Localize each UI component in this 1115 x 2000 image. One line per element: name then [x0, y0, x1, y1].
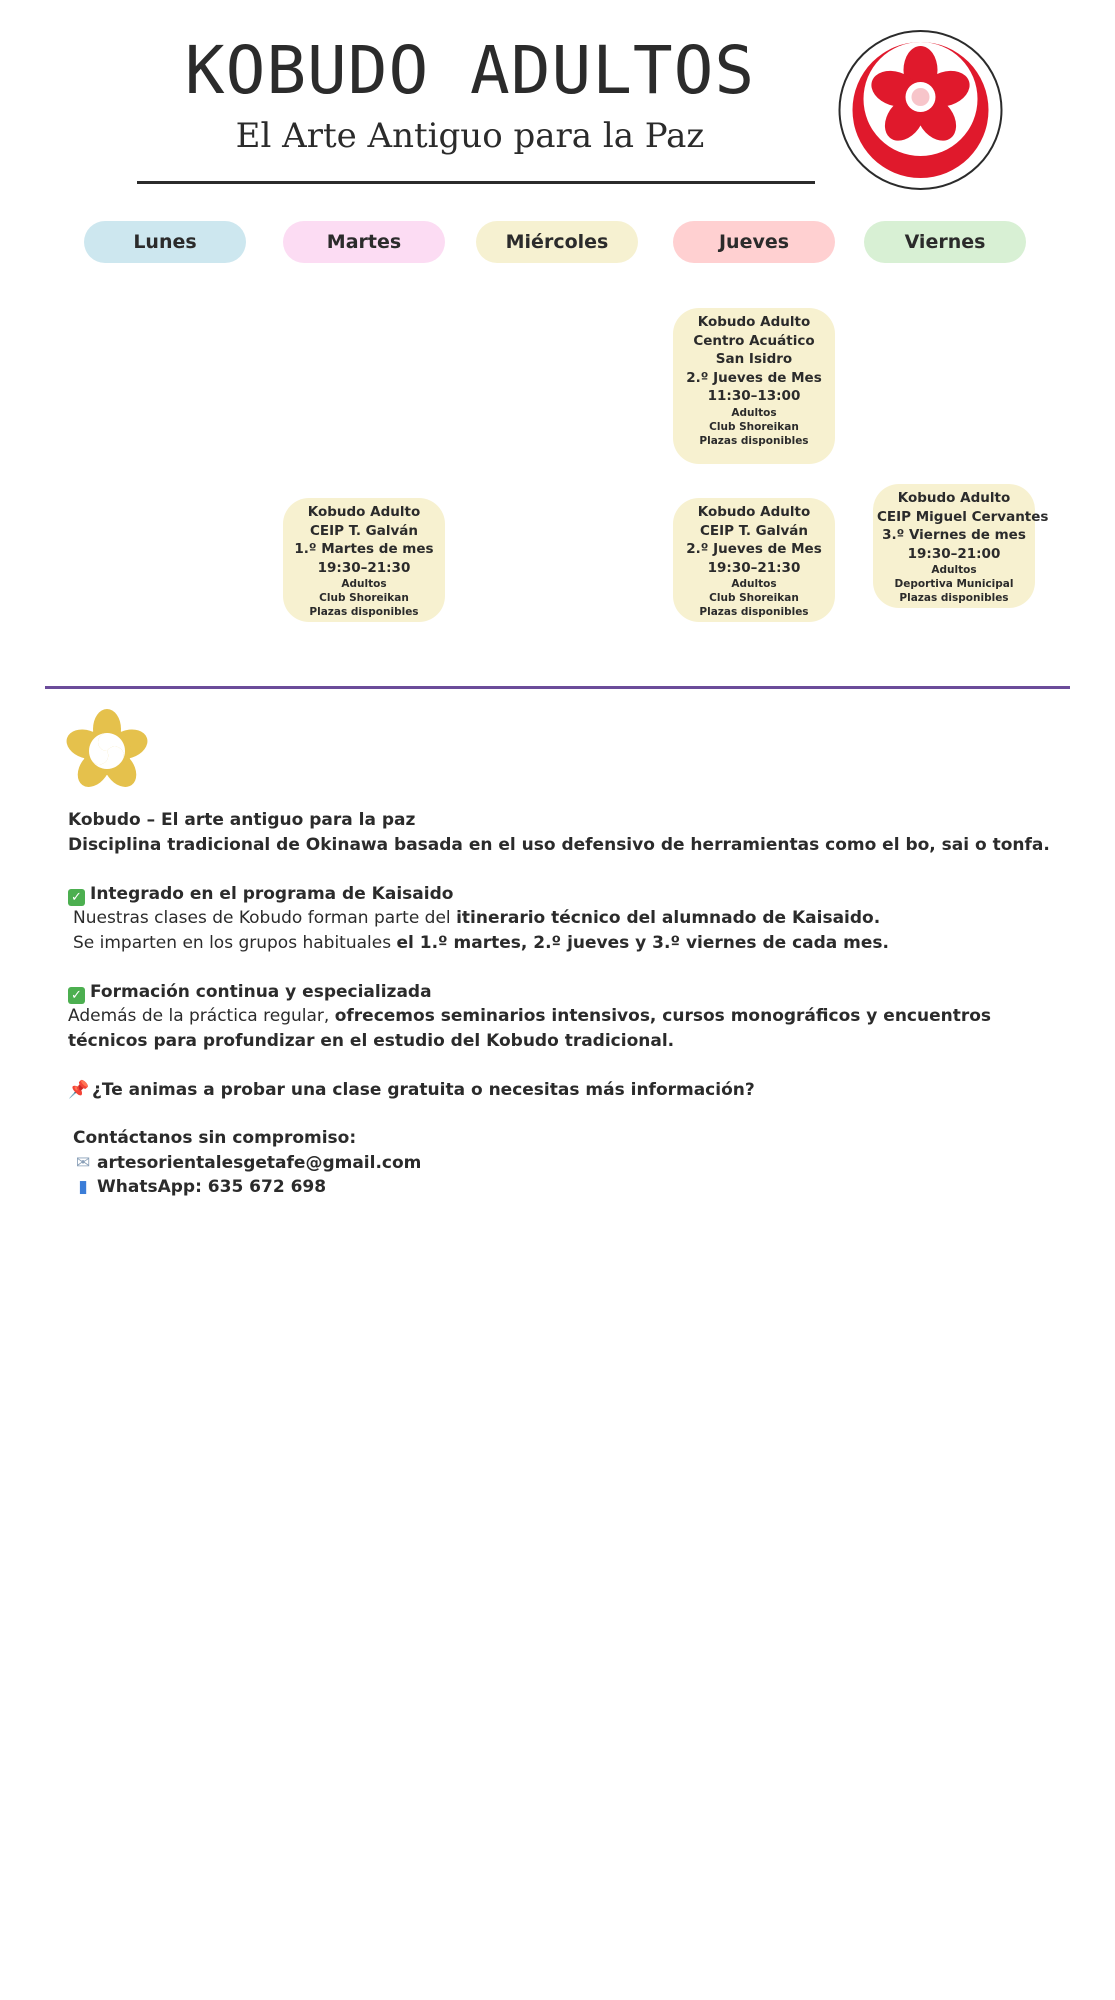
- class-status: Plazas disponibles: [699, 606, 809, 618]
- class-card-viernes-cervantes: [873, 484, 1049, 608]
- day-pill-jueves: Jueves: [673, 221, 835, 263]
- contact-whatsapp[interactable]: ▮ WhatsApp: 635 672 698: [68, 1175, 1068, 1200]
- class-level: Adultos: [731, 406, 777, 419]
- class-title: Kobudo Adulto: [897, 490, 1011, 506]
- day-pill-lunes: Lunes: [84, 221, 246, 263]
- section1-title: ✓ Integrado en el programa de Kaisaido: [68, 882, 1068, 907]
- class-title: Kobudo Adulto: [697, 504, 811, 520]
- title-underline: [137, 181, 815, 184]
- class-frequency: 3.º Viernes de mes: [882, 527, 1026, 543]
- class-level: Adultos: [731, 578, 777, 590]
- class-title: Kobudo Adulto: [697, 314, 811, 330]
- mobile-phone-icon: ▮: [78, 1177, 88, 1197]
- class-card-jueves-galvan: [673, 498, 835, 622]
- day-pill-viernes: Viernes: [864, 221, 1026, 263]
- page-title: KOBUDO ADULTOS: [184, 32, 756, 109]
- class-time: 11:30–13:00: [707, 388, 801, 404]
- class-level: Adultos: [341, 578, 387, 590]
- class-frequency: 2.º Jueves de Mes: [686, 541, 822, 557]
- class-status: Plazas disponibles: [899, 592, 1009, 604]
- class-venue: CEIP T. Galván: [309, 522, 419, 539]
- class-status: Plazas disponibles: [699, 434, 809, 447]
- class-frequency: 1.º Martes de mes: [294, 541, 434, 557]
- class-frequency: 2.º Jueves de Mes: [686, 369, 822, 386]
- info-section: [68, 808, 1068, 1200]
- class-club: Club Shoreikan: [709, 420, 799, 433]
- class-level: Adultos: [931, 564, 977, 576]
- class-status: Plazas disponibles: [309, 606, 419, 618]
- class-venue: CEIP T. Galván: [699, 522, 809, 539]
- day-pill-martes: Martes: [283, 221, 445, 263]
- info-description: Disciplina tradicional de Okinawa basada en el uso defensivo de herramientas como el bo, sai o tonfa.: [68, 834, 1050, 855]
- check-mark-icon: ✓: [68, 987, 85, 1004]
- section1-line2: Se imparten en los grupos habituales el 1.º martes, 2.º jueves y 3.º viernes de cada mes.: [73, 932, 890, 953]
- class-club: Club Shoreikan: [319, 592, 409, 604]
- class-venue-line2: San Isidro: [715, 351, 793, 367]
- page-subtitle: El Arte Antiguo para la Paz: [235, 116, 705, 156]
- class-club: Deportiva Municipal: [894, 578, 1014, 590]
- class-venue: Centro Acuático: [693, 332, 815, 349]
- class-title: Kobudo Adulto: [307, 504, 421, 520]
- section2-text: Además de la práctica regular, ofrecemos seminarios intensivos, cursos monográficos y encuentros técnicos para profundizar en el estudio del Kobudo tradicional.: [68, 1006, 992, 1051]
- envelope-icon: ✉: [75, 1152, 91, 1173]
- check-mark-icon: ✓: [68, 889, 85, 906]
- class-card-jueves-san-isidro: [673, 308, 835, 464]
- section1-line1: Nuestras clases de Kobudo forman parte del itinerario técnico del alumnado de Kaisaido.: [73, 908, 881, 928]
- class-time: 19:30–21:30: [707, 559, 801, 576]
- day-pill-miercoles: Miércoles: [476, 221, 638, 263]
- class-club: Club Shoreikan: [709, 592, 799, 604]
- pushpin-icon: 📌: [68, 1079, 90, 1100]
- class-card-martes-galvan: [283, 498, 445, 622]
- contact-label: Contáctanos sin compromiso:: [73, 1128, 357, 1148]
- class-time: 19:30–21:30: [317, 559, 411, 576]
- golden-flower-icon: [63, 706, 151, 794]
- info-heading: Kobudo – El arte antiguo para la paz: [68, 810, 416, 830]
- class-time: 19:30–21:00: [907, 545, 1001, 562]
- class-venue: CEIP Miguel Cervantes: [877, 508, 1049, 525]
- section2-title: ✓ Formación continua y especializada: [68, 980, 1068, 1005]
- sakura-emblem-icon: [838, 29, 1003, 191]
- contact-email[interactable]: ✉ artesorientalesgetafe@gmail.com: [68, 1151, 1068, 1176]
- cta-question: 📌 ¿Te animas a probar una clase gratuita o necesitas más información?: [68, 1078, 1068, 1103]
- section-divider: [45, 686, 1070, 689]
